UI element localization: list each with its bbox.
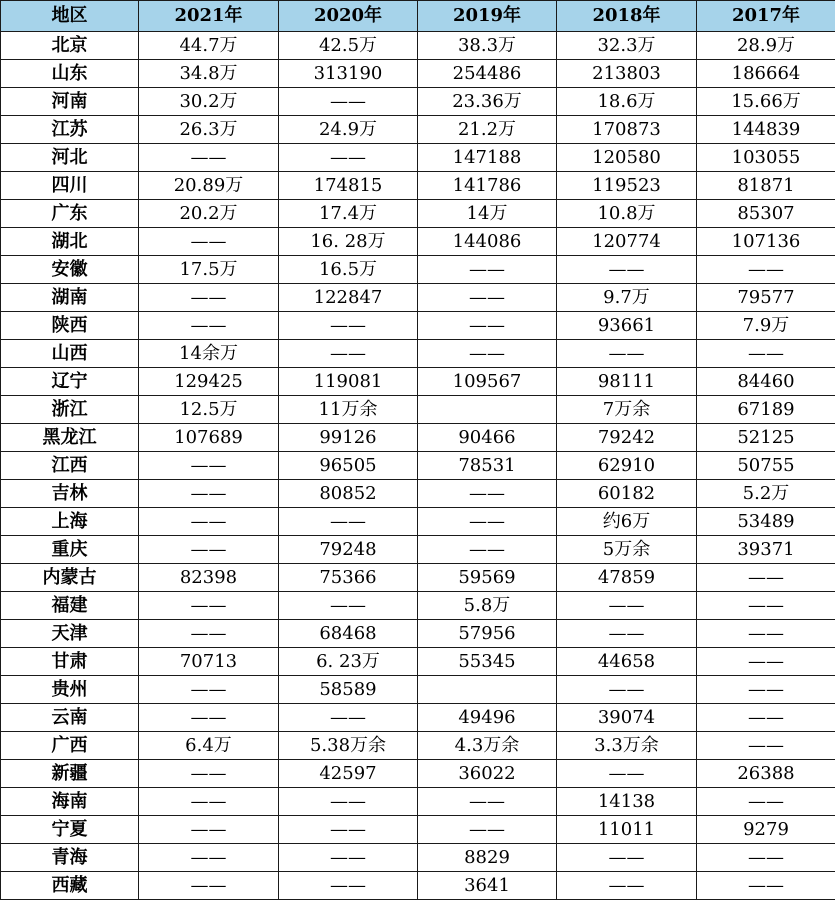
value-2019: 23.36万	[418, 88, 557, 116]
value-2021: 12.5万	[139, 396, 279, 424]
value-2021: ——	[139, 284, 279, 312]
region-cell: 安徽	[1, 256, 139, 284]
table-row	[1, 676, 835, 704]
region-cell: 广西	[1, 732, 139, 760]
value-2018: 98111	[557, 368, 697, 396]
region-cell: 重庆	[1, 536, 139, 564]
value-2019	[418, 676, 557, 704]
value-2018: 120774	[557, 228, 697, 256]
value-2021: ——	[139, 620, 279, 648]
value-2018: 44658	[557, 648, 697, 676]
value-2020: 5.38万余	[279, 732, 418, 760]
value-2017: ——	[697, 704, 835, 732]
region-cell: 海南	[1, 788, 139, 816]
value-2021: ——	[139, 844, 279, 872]
value-2018: 3.3万余	[557, 732, 697, 760]
header-row	[1, 1, 835, 32]
value-2019: 55345	[418, 648, 557, 676]
table-row	[1, 172, 835, 200]
value-2017: 144839	[697, 116, 835, 144]
value-2018: 14138	[557, 788, 697, 816]
value-2021: 26.3万	[139, 116, 279, 144]
value-2018: 119523	[557, 172, 697, 200]
value-2021: ——	[139, 508, 279, 536]
value-2021: ——	[139, 228, 279, 256]
value-2020: 80852	[279, 480, 418, 508]
table-row	[1, 620, 835, 648]
table-row	[1, 116, 835, 144]
value-2021: ——	[139, 676, 279, 704]
value-2017: 107136	[697, 228, 835, 256]
value-2019: 141786	[418, 172, 557, 200]
value-2017: 186664	[697, 60, 835, 88]
value-2018: 213803	[557, 60, 697, 88]
value-2021: ——	[139, 704, 279, 732]
value-2020: ——	[279, 788, 418, 816]
region-cell: 福建	[1, 592, 139, 620]
value-2021: 44.7万	[139, 32, 279, 60]
value-2019: ——	[418, 256, 557, 284]
region-cell: 新疆	[1, 760, 139, 788]
value-2019: ——	[418, 312, 557, 340]
value-2020: ——	[279, 816, 418, 844]
value-2017: 15.66万	[697, 88, 835, 116]
table-row	[1, 144, 835, 172]
value-2021: 30.2万	[139, 88, 279, 116]
value-2021: 20.89万	[139, 172, 279, 200]
table-row	[1, 732, 835, 760]
value-2020: ——	[279, 704, 418, 732]
value-2018: ——	[557, 256, 697, 284]
value-2017: 53489	[697, 508, 835, 536]
value-2020: 119081	[279, 368, 418, 396]
value-2020: 99126	[279, 424, 418, 452]
region-cell: 内蒙古	[1, 564, 139, 592]
region-cell: 广东	[1, 200, 139, 228]
value-2018: 120580	[557, 144, 697, 172]
value-2018: ——	[557, 872, 697, 900]
region-cell: 西藏	[1, 872, 139, 900]
region-cell: 江苏	[1, 116, 139, 144]
value-2020: 75366	[279, 564, 418, 592]
value-2021: 70713	[139, 648, 279, 676]
value-2018: ——	[557, 592, 697, 620]
value-2018: 79242	[557, 424, 697, 452]
value-2018: 170873	[557, 116, 697, 144]
value-2019: ——	[418, 536, 557, 564]
value-2017: ——	[697, 788, 835, 816]
value-2020: 96505	[279, 452, 418, 480]
region-cell: 湖北	[1, 228, 139, 256]
table-row	[1, 396, 835, 424]
value-2019: ——	[418, 816, 557, 844]
value-2020: ——	[279, 340, 418, 368]
value-2017: 28.9万	[697, 32, 835, 60]
value-2018: 5万余	[557, 536, 697, 564]
region-cell: 山西	[1, 340, 139, 368]
value-2017: ——	[697, 872, 835, 900]
value-2020: ——	[279, 312, 418, 340]
value-2017: 39371	[697, 536, 835, 564]
value-2020: 174815	[279, 172, 418, 200]
region-cell: 宁夏	[1, 816, 139, 844]
value-2020: 16. 28万	[279, 228, 418, 256]
region-cell: 浙江	[1, 396, 139, 424]
value-2020: 68468	[279, 620, 418, 648]
value-2019: 90466	[418, 424, 557, 452]
value-2018: ——	[557, 676, 697, 704]
value-2019: 254486	[418, 60, 557, 88]
value-2019: ——	[418, 508, 557, 536]
table-header	[1, 1, 835, 32]
value-2021: ——	[139, 592, 279, 620]
value-2019	[418, 396, 557, 424]
region-cell: 辽宁	[1, 368, 139, 396]
value-2018: 47859	[557, 564, 697, 592]
value-2020: 42597	[279, 760, 418, 788]
table-row	[1, 284, 835, 312]
value-2017: ——	[697, 732, 835, 760]
value-2020: 11万余	[279, 396, 418, 424]
table-row	[1, 592, 835, 620]
table-row	[1, 60, 835, 88]
value-2020: 16.5万	[279, 256, 418, 284]
value-2017: 103055	[697, 144, 835, 172]
value-2021: ——	[139, 760, 279, 788]
value-2018: ——	[557, 620, 697, 648]
value-2017: 52125	[697, 424, 835, 452]
table-row	[1, 536, 835, 564]
value-2019: 78531	[418, 452, 557, 480]
header-2020: 2020年	[279, 1, 418, 32]
value-2018: ——	[557, 760, 697, 788]
value-2019: 14万	[418, 200, 557, 228]
value-2019: 49496	[418, 704, 557, 732]
value-2019: 147188	[418, 144, 557, 172]
header-2019: 2019年	[418, 1, 557, 32]
value-2021: 17.5万	[139, 256, 279, 284]
value-2017: ——	[697, 340, 835, 368]
value-2020: ——	[279, 872, 418, 900]
table-row	[1, 256, 835, 284]
value-2021: 20.2万	[139, 200, 279, 228]
value-2017: ——	[697, 844, 835, 872]
value-2019: ——	[418, 788, 557, 816]
table-row	[1, 872, 835, 900]
table-body	[1, 32, 835, 900]
value-2017: ——	[697, 564, 835, 592]
value-2021: 82398	[139, 564, 279, 592]
value-2020: 6. 23万	[279, 648, 418, 676]
value-2019: 3641	[418, 872, 557, 900]
value-2018: 62910	[557, 452, 697, 480]
value-2018: ——	[557, 340, 697, 368]
value-2020: ——	[279, 592, 418, 620]
value-2021: ——	[139, 144, 279, 172]
value-2017: 9279	[697, 816, 835, 844]
value-2018: 18.6万	[557, 88, 697, 116]
region-cell: 山东	[1, 60, 139, 88]
value-2021: 6.4万	[139, 732, 279, 760]
value-2019: 8829	[418, 844, 557, 872]
table-row	[1, 368, 835, 396]
table-row	[1, 228, 835, 256]
value-2017: 50755	[697, 452, 835, 480]
value-2019: 144086	[418, 228, 557, 256]
region-cell: 青海	[1, 844, 139, 872]
value-2021: ——	[139, 788, 279, 816]
table-row	[1, 452, 835, 480]
region-cell: 贵州	[1, 676, 139, 704]
value-2018: 32.3万	[557, 32, 697, 60]
value-2017: ——	[697, 676, 835, 704]
value-2019: 59569	[418, 564, 557, 592]
table-row	[1, 88, 835, 116]
value-2020: 42.5万	[279, 32, 418, 60]
value-2021: 107689	[139, 424, 279, 452]
value-2021: ——	[139, 312, 279, 340]
value-2018: 9.7万	[557, 284, 697, 312]
value-2020: 122847	[279, 284, 418, 312]
value-2020: 17.4万	[279, 200, 418, 228]
value-2017: 84460	[697, 368, 835, 396]
value-2017: ——	[697, 256, 835, 284]
value-2020: 313190	[279, 60, 418, 88]
value-2017: 85307	[697, 200, 835, 228]
value-2020: ——	[279, 844, 418, 872]
value-2020: ——	[279, 88, 418, 116]
table-row	[1, 760, 835, 788]
header-2017: 2017年	[697, 1, 835, 32]
value-2021: ——	[139, 480, 279, 508]
value-2021: ——	[139, 872, 279, 900]
value-2019: ——	[418, 480, 557, 508]
value-2019: 109567	[418, 368, 557, 396]
value-2018: 10.8万	[557, 200, 697, 228]
table-row	[1, 704, 835, 732]
region-cell: 吉林	[1, 480, 139, 508]
value-2021: ——	[139, 452, 279, 480]
value-2019: 21.2万	[418, 116, 557, 144]
table-row	[1, 340, 835, 368]
region-cell: 甘肃	[1, 648, 139, 676]
value-2019: 38.3万	[418, 32, 557, 60]
region-cell: 四川	[1, 172, 139, 200]
table-row	[1, 788, 835, 816]
header-region: 地区	[1, 1, 139, 32]
value-2020: 24.9万	[279, 116, 418, 144]
value-2019: 36022	[418, 760, 557, 788]
value-2021: 129425	[139, 368, 279, 396]
value-2019: 57956	[418, 620, 557, 648]
region-cell: 云南	[1, 704, 139, 732]
value-2018: 约6万	[557, 508, 697, 536]
value-2017: 79577	[697, 284, 835, 312]
value-2018: 7万余	[557, 396, 697, 424]
value-2017: 67189	[697, 396, 835, 424]
value-2018: ——	[557, 844, 697, 872]
header-2021: 2021年	[139, 1, 279, 32]
region-cell: 河北	[1, 144, 139, 172]
region-cell: 河南	[1, 88, 139, 116]
value-2019: ——	[418, 340, 557, 368]
value-2020: 79248	[279, 536, 418, 564]
value-2017: 7.9万	[697, 312, 835, 340]
value-2021: ——	[139, 816, 279, 844]
table-row	[1, 648, 835, 676]
region-cell: 湖南	[1, 284, 139, 312]
value-2020: ——	[279, 144, 418, 172]
table-row	[1, 508, 835, 536]
value-2018: 93661	[557, 312, 697, 340]
table-row	[1, 480, 835, 508]
header-2018: 2018年	[557, 1, 697, 32]
value-2017: 5.2万	[697, 480, 835, 508]
value-2020: 58589	[279, 676, 418, 704]
region-cell: 江西	[1, 452, 139, 480]
value-2021: ——	[139, 536, 279, 564]
table-row	[1, 200, 835, 228]
value-2017: ——	[697, 620, 835, 648]
value-2017: ——	[697, 648, 835, 676]
value-2020: ——	[279, 508, 418, 536]
region-cell: 黑龙江	[1, 424, 139, 452]
table-row	[1, 312, 835, 340]
value-2017: 26388	[697, 760, 835, 788]
value-2018: 11011	[557, 816, 697, 844]
value-2017: ——	[697, 592, 835, 620]
table-row	[1, 564, 835, 592]
value-2019: 5.8万	[418, 592, 557, 620]
value-2017: 81871	[697, 172, 835, 200]
table-row	[1, 844, 835, 872]
region-cell: 北京	[1, 32, 139, 60]
table-row	[1, 32, 835, 60]
value-2018: 60182	[557, 480, 697, 508]
region-cell: 陕西	[1, 312, 139, 340]
region-cell: 上海	[1, 508, 139, 536]
value-2018: 39074	[557, 704, 697, 732]
value-2019: ——	[418, 284, 557, 312]
region-cell: 天津	[1, 620, 139, 648]
value-2021: 14余万	[139, 340, 279, 368]
value-2021: 34.8万	[139, 60, 279, 88]
table-row	[1, 424, 835, 452]
table-row	[1, 816, 835, 844]
value-2019: 4.3万余	[418, 732, 557, 760]
